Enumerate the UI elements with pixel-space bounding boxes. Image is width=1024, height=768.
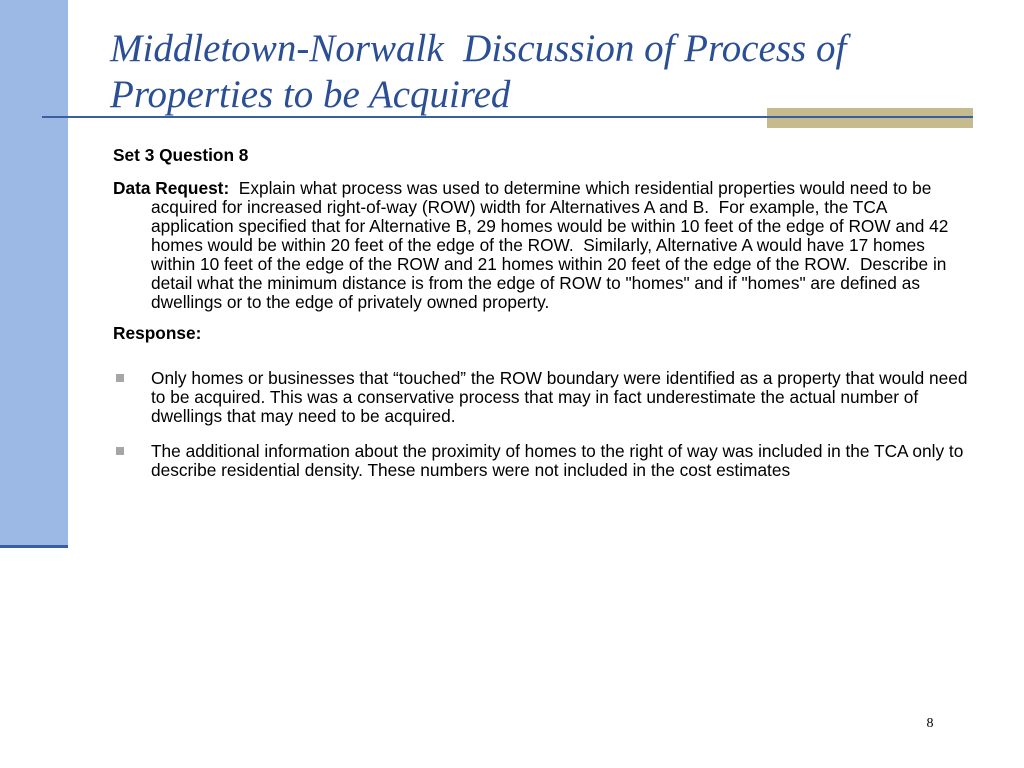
question-heading: Set 3 Question 8	[113, 145, 249, 165]
bullet-text: Only homes or businesses that “touched” the ROW boundary were identified as a property that would need to be acquired. This was a conservative process that may in fact underestimate the actual number of dwellings that may need to be acquired.	[151, 368, 968, 426]
square-bullet-icon	[116, 447, 124, 455]
response-label: Response:	[113, 323, 202, 343]
slide-body	[113, 146, 973, 496]
slide-title: Middletown-Norwalk Discussion of Process of Properties to be Acquired	[110, 27, 857, 116]
side-bar-rule	[0, 545, 68, 548]
title-accent-block	[767, 108, 973, 128]
data-request-paragraph	[113, 179, 973, 312]
data-request-text: Explain what process was used to determine which residential properties would need to be acquired for increased right-of-way (ROW) width for Alternatives A and B. For example, the TCA application specified that for Alternative B, 29 homes would be within 10 feet of the edge of ROW and 42 homes would be within 20 feet of the edge of the ROW. Similarly, Alternative A would have 17 homes within 10 feet of the edge of the ROW and 21 homes within 20 feet of the edge of the ROW. Describe in detail what the minimum distance is from the edge of ROW to "homes" and if "homes" are defined as dwellings or to the edge of privately owned property.	[151, 178, 954, 312]
square-bullet-icon	[116, 374, 124, 382]
list-item	[113, 369, 973, 426]
title-accent-line	[767, 116, 973, 118]
data-request-label: Data Request:	[113, 178, 230, 198]
list-item	[113, 442, 973, 480]
response-bullet-list	[113, 369, 973, 480]
side-bar-decoration	[0, 0, 68, 545]
bullet-text: The additional information about the proximity of homes to the right of way was included in the TCA only to describe residential density. These numbers were not included in the cost estimates	[151, 441, 964, 480]
page-number: 8	[926, 716, 934, 731]
